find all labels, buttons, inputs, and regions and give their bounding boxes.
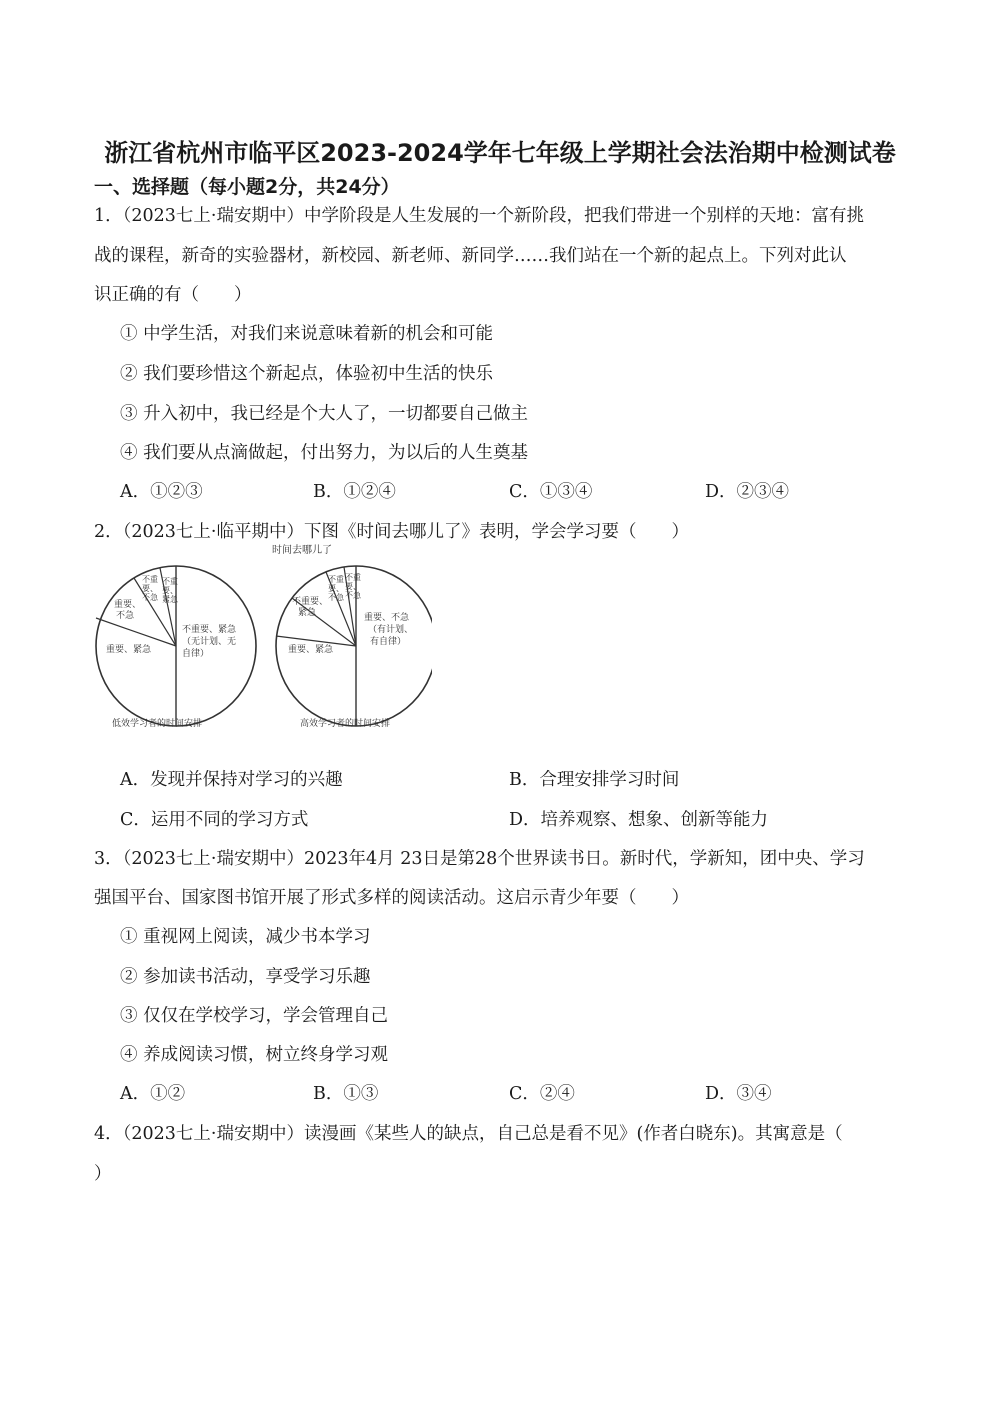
- question-1-item-1: ① 中学生活，对我们来说意味着新的机会和可能: [120, 324, 494, 344]
- question-3-choice-c[interactable]: C．②④: [509, 1084, 575, 1104]
- question-3-item-1: ① 重视网上阅读，减少书本学习: [120, 927, 371, 947]
- question-1-item-4: ④ 我们要从点滴做起，付出努力，为以后的人生奠基: [120, 443, 529, 463]
- question-3-choice-b[interactable]: B．①③: [313, 1084, 379, 1104]
- question-4-line-1: 4．（2023七上·瑞安期中）读漫画《某些人的缺点，自己总是看不见》(作者白晓东)。其寓意是（: [94, 1124, 843, 1144]
- question-3-item-4: ④ 养成阅读习惯，树立终身学习观: [120, 1045, 389, 1065]
- question-2-choice-c[interactable]: C．运用不同的学习方式: [120, 810, 309, 830]
- left-pie-chart: [96, 566, 256, 729]
- left-pie-label-main: 不重要、紧急 （无计划、无 自律）: [182, 625, 237, 659]
- right-pie-label-main: 重要、不急 （有计划、 有自律）: [364, 613, 414, 647]
- left-pie-label-important-urgent: 重要、紧急: [106, 645, 152, 655]
- question-3-choice-a[interactable]: A．①②: [120, 1084, 186, 1104]
- left-pie-label-small-2: 不重 要、 紧急: [162, 577, 178, 604]
- question-3-line-1: 3．（2023七上·瑞安期中）2023年4月 23日是第28个世界读书日。新时代，学新知，团中央、学习: [94, 849, 865, 869]
- question-1-line-3: 识正确的有（ ）: [94, 285, 252, 305]
- question-1-item-3: ③ 升入初中，我已经是个大人了，一切都要自己做主: [120, 404, 529, 424]
- question-1-choice-b[interactable]: B．①②④: [313, 482, 396, 502]
- time-pie-figure: [92, 540, 432, 740]
- right-pie-chart: [276, 566, 432, 729]
- left-pie-divider-1: [96, 618, 176, 646]
- question-1-choice-d[interactable]: D．②③④: [705, 482, 790, 502]
- question-1-item-2: ② 我们要珍惜这个新起点，体验初中生活的快乐: [120, 364, 494, 384]
- section-heading: 一、选择题（每小题2分，共24分）: [94, 176, 400, 198]
- question-1-line-1: 1．（2023七上·瑞安期中）中学阶段是人生发展的一个新阶段，把我们带进一个别样的天地：富有挑: [94, 206, 864, 226]
- right-pie-label-small-2: 不重 要、 不急: [345, 573, 361, 600]
- question-1-choice-a[interactable]: A．①②③: [120, 482, 203, 502]
- right-pie-caption: 高效学习者的时间安排: [300, 719, 391, 729]
- right-pie-label-not-important-urgent: 不重要、 紧急: [292, 597, 329, 618]
- question-1-choice-c[interactable]: C．①③④: [509, 482, 593, 502]
- question-3-line-2: 强国平台、国家图书馆开展了形式多样的阅读活动。这启示青少年要（ ）: [94, 888, 689, 908]
- page-title: 浙江省杭州市临平区2023-2024学年七年级上学期社会法治期中检测试卷: [104, 139, 896, 167]
- question-2-line-1: 2．（2023七上·临平期中）下图《时间去哪儿了》表明，学会学习要（ ）: [94, 522, 689, 542]
- question-3-item-2: ② 参加读书活动，享受学习乐趣: [120, 967, 371, 987]
- right-pie-label-important-urgent: 重要、紧急: [288, 645, 334, 655]
- question-2-choice-d[interactable]: D．培养观察、想象、创新等能力: [509, 810, 769, 830]
- right-pie-label-small-1: 不重 要、 不急: [328, 575, 344, 602]
- question-3-choice-d[interactable]: D．③④: [705, 1084, 772, 1104]
- question-3-item-3: ③ 仅仅在学校学习，学会管理自己: [120, 1006, 389, 1026]
- left-pie-label-important-not-urgent: 重要、 不急: [114, 600, 142, 621]
- left-pie-caption: 低效学习者的时间安排: [112, 719, 203, 729]
- figure-caption-top: 时间去哪儿了: [272, 545, 332, 556]
- question-4-line-2: ）: [94, 1164, 112, 1184]
- left-pie-label-small-1: 不重 要、 不急: [142, 575, 158, 602]
- question-2-choice-a[interactable]: A．发现并保持对学习的兴趣: [120, 770, 343, 790]
- question-1-line-2: 战的课程，新奇的实验器材，新校园、新老师、新同学……我们站在一个新的起点上。下列对此认: [94, 246, 847, 266]
- question-2-choice-b[interactable]: B．合理安排学习时间: [509, 770, 680, 790]
